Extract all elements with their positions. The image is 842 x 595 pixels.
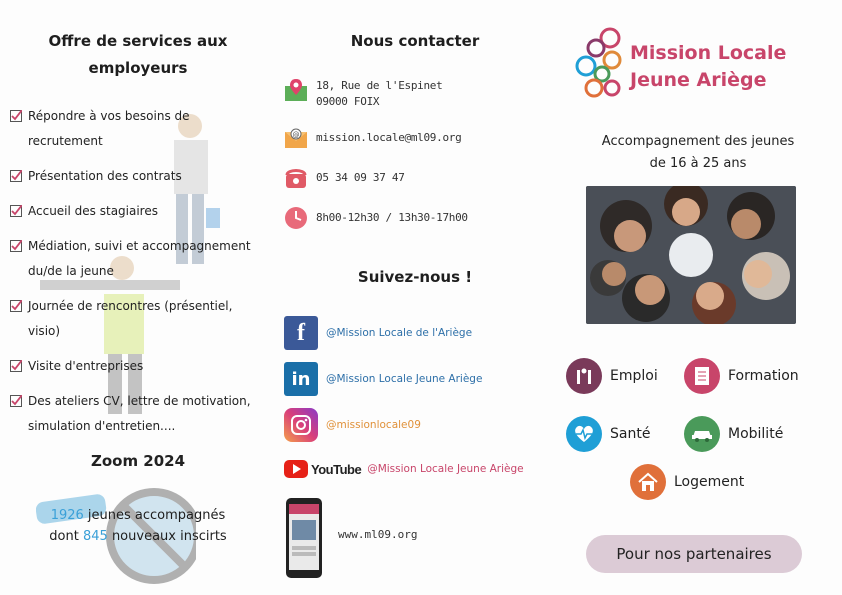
opening-hours: 8h00-12h30 / 13h30-17h00 (284, 206, 468, 230)
website-link[interactable]: www.ml09.org (338, 528, 418, 541)
checkbox-icon (10, 205, 22, 217)
follow-title: Suivez-nous ! (357, 268, 473, 286)
theme-logement: Logement (630, 464, 744, 500)
car-icon (684, 416, 720, 452)
checkbox-icon (10, 240, 22, 252)
briefcase-icon (566, 358, 602, 394)
list-item: Journée de rencontres (présentiel, visio) (10, 294, 266, 344)
facebook-icon: f (284, 316, 318, 350)
address: 18, Rue de l'Espinet 09000 FOIX (284, 78, 442, 110)
contact-title: Nous contacter (350, 32, 480, 50)
mission-locale-logo (572, 26, 628, 102)
email[interactable]: @ mission.locale@ml09.org (284, 126, 461, 150)
new-count: 845 (82, 529, 108, 544)
checkbox-icon (10, 170, 22, 182)
tagline: Accompagnement des jeunes de 16 à 25 ans (601, 134, 795, 171)
facebook-link[interactable]: f @Mission Locale de l'Ariège (284, 316, 472, 350)
clock-icon (284, 206, 308, 230)
instagram-link[interactable]: @missionlocale09 (284, 408, 421, 442)
svg-text:@: @ (292, 131, 300, 139)
youtube-icon (284, 460, 308, 478)
list-item: Médiation, suivi et accompagnement du/de la jeune (10, 234, 266, 284)
group-photo (586, 186, 796, 324)
checkbox-icon (10, 395, 22, 407)
clipboard-icon (684, 358, 720, 394)
theme-emploi: Emploi (566, 358, 658, 394)
house-icon (630, 464, 666, 500)
list-item: Accueil des stagiaires (10, 199, 266, 224)
heart-pulse-icon (566, 416, 602, 452)
right-panel (554, 0, 842, 595)
brand-name: Mission Locale Jeune Ariège (630, 42, 787, 91)
services-title: Offre de services aux employeurs (48, 32, 228, 77)
linkedin-link[interactable]: in @Mission Locale Jeune Ariège (284, 362, 482, 396)
phone-icon (284, 166, 308, 190)
theme-mobilite: Mobilité (684, 416, 783, 452)
middle-panel (276, 0, 554, 595)
young-count: 1926 (50, 508, 84, 523)
zoom-title: Zoom 2024 (90, 452, 186, 470)
list-item: Présentation des contrats (10, 164, 266, 189)
list-item: Visite d'entreprises (10, 354, 266, 379)
youtube-link[interactable]: YouTube @Mission Locale Jeune Ariège (284, 460, 524, 478)
checkbox-icon (10, 360, 22, 372)
instagram-icon (284, 408, 318, 442)
partners-badge: Pour nos partenaires (586, 535, 802, 573)
list-item: Répondre à vos besoins de recrutement (10, 104, 266, 154)
left-panel (0, 0, 276, 595)
mail-icon (284, 126, 308, 150)
phone[interactable]: 05 34 09 37 47 (284, 166, 405, 190)
theme-sante: Santé (566, 416, 650, 452)
theme-formation: Formation (684, 358, 799, 394)
map-pin-icon (284, 78, 308, 102)
list-item: Des ateliers CV, lettre de motivation, simulation d'entretien.... (10, 389, 266, 439)
checkbox-icon (10, 300, 22, 312)
services-list (10, 104, 266, 439)
checkbox-icon (10, 110, 22, 122)
zoom-stats: 1926 jeunes accompagnés dont 845 nouveaux inscirts (49, 508, 227, 544)
linkedin-icon: in (284, 362, 318, 396)
phone-mockup (286, 498, 322, 578)
